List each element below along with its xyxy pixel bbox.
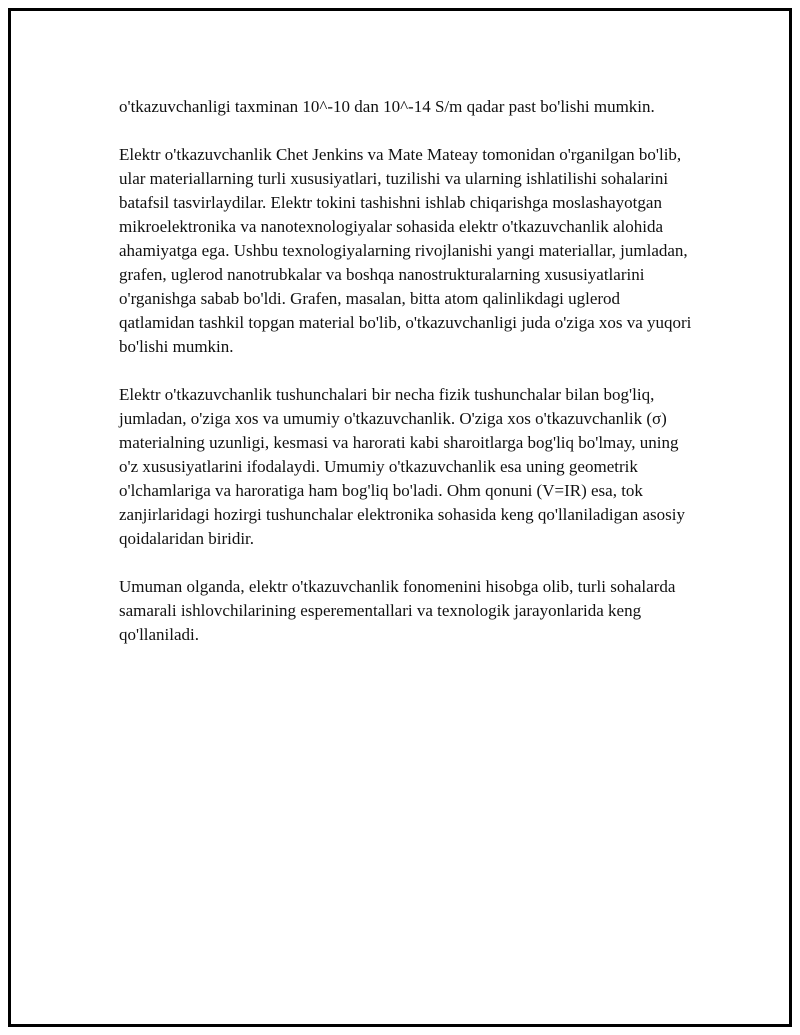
- paragraph-4: Umuman olganda, elektr o'tkazuvchanlik fonomenini hisobga olib, turli sohalarda samarali ishlovchilarining esperementallari va texnologik jarayonlarida keng qo'llaniladi.: [119, 577, 676, 644]
- document-page: [8, 8, 792, 1027]
- paragraph-1: o'tkazuvchanligi taxminan 10^-10 dan 10^-14 S/m qadar past bo'lishi mumkin.: [119, 97, 655, 116]
- document-body: [119, 95, 699, 671]
- paragraph-3: Elektr o'tkazuvchanlik tushunchalari bir necha fizik tushunchalar bilan bog'liq, jumladan, o'ziga xos va umumiy o'tkazuvchanlik. O'ziga xos o'tkazuvchanlik (σ) materialning uzunligi, kesmasi va harorati kabi sharoitlarga bog'liq bo'lmay, uning o'z xususiyatlarini ifodalaydi. Umumiy o'tkazuvchanlik esa uning geometrik o'lchamlariga va haroratiga ham bog'liq bo'ladi. Ohm qonuni (V=IR) esa, tok zanjirlaridagi hozirgi tushunchalar elektronika sohasida keng qo'llaniladigan asosiy qoidalaridan biridir.: [119, 385, 685, 548]
- paragraph-2: Elektr o'tkazuvchanlik Chet Jenkins va Mate Mateay tomonidan o'rganilgan bo'lib, ular materiallarning turli xususiyatlari, tuzilishi va ularning ishlatilishi sohalarini batafsil tasvirlaydilar. Elektr tokini tashishni ishlab chiqarishga moslashayotgan mikroelektronika va nanotexnologiyalar sohasida elektr o'tkazuvchanlik alohida ahamiyatga ega. Ushbu texnologiyalarning rivojlanishi yangi materiallar, jumladan, grafen, uglerod nanotrubkalar va boshqa nanostrukturalarning xususiyatlarini o'rganishga sabab bo'ldi. Grafen, masalan, bitta atom qalinlikdagi uglerod qatlamidan tashkil topgan material bo'lib, o'tkazuvchanligi juda o'ziga xos va yuqori bo'lishi mumkin.: [119, 145, 692, 356]
